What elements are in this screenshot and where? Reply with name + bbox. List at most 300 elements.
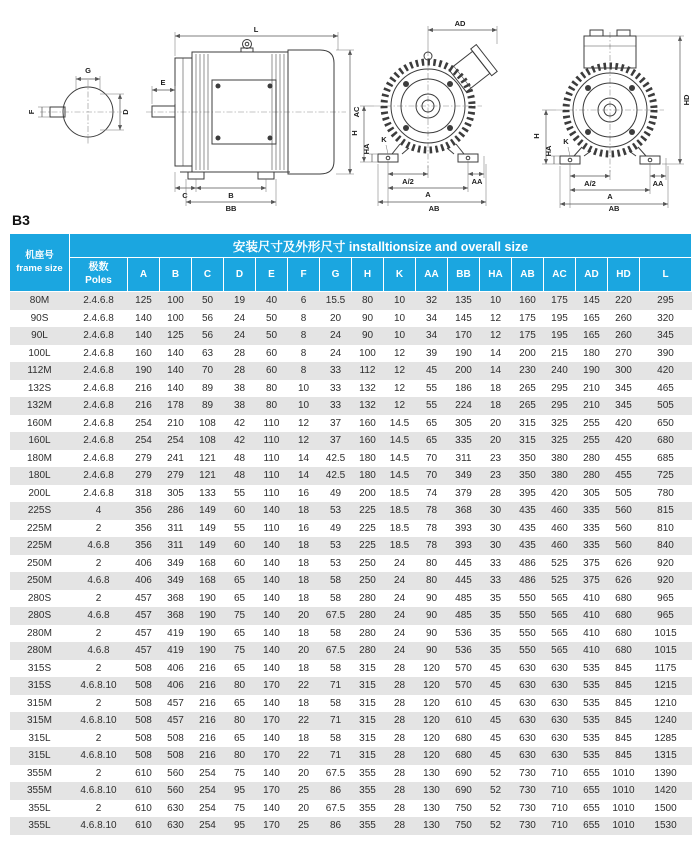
frame-size-cell: 250M [26,557,52,569]
dimension-cell: 225 [359,540,376,552]
dimension-cell: 610 [135,785,152,797]
dimension-cell: 175 [551,295,568,307]
dimension-cell: 58 [329,627,342,639]
dimension-cell: 170 [263,680,280,692]
dimension-cell: 24 [393,610,406,622]
poles-cell: 2 [95,767,102,779]
dimension-cell: 80 [265,400,278,412]
dimension-cell: 730 [519,785,536,797]
dimension-cell: 24 [393,645,406,657]
poles-cell: 4.6.8.10 [80,820,117,832]
dimension-cell: 655 [583,785,600,797]
dimension-cell: 508 [135,680,152,692]
dimension-cell: 60 [265,365,278,377]
dimension-cell: 180 [359,452,376,464]
dimension-cell: 45 [489,697,502,709]
dim-label-a-half: A/2 [402,177,414,186]
dimension-cell: 690 [455,785,472,797]
dimension-cell: 18.5 [389,487,410,499]
dimension-cell: 1175 [654,662,677,674]
dimension-cell: 508 [167,732,184,744]
dimension-cell: 6 [300,295,307,307]
dimension-cell: 12 [393,365,406,377]
dimension-cell: 78 [425,522,438,534]
dimension-cell: 74 [425,487,438,499]
dimension-cell: 457 [135,645,152,657]
dimension-cell: 48 [233,470,246,482]
frame-size-cell: 315M [26,697,52,709]
dimension-cell: 67.5 [325,610,346,622]
dimension-cell: 457 [135,610,152,622]
dimension-cell: 22 [297,715,310,727]
dimension-cell: 320 [657,312,674,324]
dimension-cell: 730 [519,767,536,779]
dimension-cell: 710 [551,785,568,797]
dimension-cell: 315 [359,715,376,727]
dimension-cell: 200 [455,365,472,377]
column-header-h: H [352,258,384,292]
dimension-cell: 24 [393,557,406,569]
dimension-cell: 254 [135,435,152,447]
dimension-cell: 132 [359,382,376,394]
dimension-cell: 535 [583,697,600,709]
dimension-cell: 50 [265,330,278,342]
poles-cell: 4.6.8.10 [80,680,117,692]
dimension-cell: 145 [583,295,600,307]
dimension-cell: 65 [425,417,438,429]
dimension-cell: 75 [233,802,246,814]
dimension-cell: 630 [519,750,536,762]
frame-size-cell: 280S [27,592,52,604]
dimension-cell: 435 [519,540,536,552]
dimension-cell: 380 [551,470,568,482]
dimension-cell: 28 [393,802,406,814]
dimension-cell: 845 [615,715,632,727]
table-row [10,712,692,730]
dimension-cell: 325 [551,417,568,429]
dimension-cell: 315 [359,750,376,762]
end-view-top-box-drawing [532,30,691,212]
dimension-cell: 355 [359,785,376,797]
dimension-cell: 165 [583,312,600,324]
table-row [10,310,692,328]
dimension-cell: 52 [489,802,502,814]
dimension-cell: 65 [233,575,246,587]
dimension-cell: 535 [583,732,600,744]
table-row [10,380,692,398]
dimension-cell: 650 [657,417,674,429]
table-row [10,485,692,503]
dimension-cell: 90 [361,312,374,324]
dimension-cell: 1210 [654,697,677,709]
dimension-cell: 32 [425,295,438,307]
table-row [10,467,692,485]
dim-header-row [10,258,692,292]
dimension-cell: 241 [167,452,184,464]
dimension-cell: 14 [489,365,502,377]
dimension-cell: 75 [233,767,246,779]
dimension-cell: 18.5 [389,505,410,517]
dimension-cell: 368 [167,610,184,622]
dimension-cell: 140 [263,610,280,622]
dimension-cell: 110 [263,470,280,482]
frame-size-cell: 132S [27,382,52,394]
dimension-cell: 1015 [654,627,677,639]
dimension-cell: 350 [519,470,536,482]
dimension-cell: 20 [489,435,502,447]
dimension-cell: 210 [583,382,600,394]
dimension-cell: 58 [329,732,342,744]
dimension-cell: 550 [519,610,536,622]
dimension-cell: 255 [583,417,600,429]
dimension-cell: 965 [657,592,674,604]
dimension-cell: 133 [199,487,216,499]
dimension-cell: 140 [263,767,280,779]
dimension-cell: 375 [583,557,600,569]
dimension-cell: 22 [297,680,310,692]
dimension-cell: 610 [135,820,152,832]
dimension-cell: 49 [329,487,342,499]
dimension-cell: 419 [167,627,184,639]
dimension-cell: 52 [489,767,502,779]
dimension-cell: 254 [167,435,184,447]
dimension-cell: 406 [167,662,184,674]
dimension-cell: 170 [263,750,280,762]
column-header-ad: AD [576,258,608,292]
dimension-cell: 16 [297,487,310,499]
dimension-cell: 286 [167,505,184,517]
dimension-cell: 80 [233,680,246,692]
frame-size-cell: 315L [28,732,51,744]
dim-label-d: D [121,109,130,115]
dimension-cell: 630 [519,697,536,709]
dimension-cell: 110 [263,452,280,464]
dimension-cell: 145 [455,312,472,324]
dimension-cell: 18 [297,540,310,552]
dimension-cell: 280 [583,452,600,464]
dimension-cell: 315 [519,435,536,447]
dimension-cell: 730 [519,802,536,814]
dimension-cell: 295 [657,295,674,307]
dimension-cell: 50 [265,312,278,324]
dimension-cell: 190 [199,645,216,657]
dimension-cell: 1285 [654,732,677,744]
dimension-cell: 315 [359,697,376,709]
dimension-cell: 125 [135,295,152,307]
dimension-cell: 90 [425,627,438,639]
column-header-e: E [256,258,288,292]
dimension-cell: 20 [297,610,310,622]
column-header-a: A [128,258,160,292]
dimension-cell: 42.5 [325,470,346,482]
dimension-cell: 65 [425,435,438,447]
dimension-cell: 406 [135,575,152,587]
poles-cell: 4.6.8 [87,610,110,622]
dim-label-bb: BB [225,204,237,212]
poles-cell: 4.6.8.10 [80,715,117,727]
dimension-cell: 130 [423,820,440,832]
dimension-cell: 55 [233,522,246,534]
dimension-cell: 28 [393,785,406,797]
dimension-cell: 49 [329,522,342,534]
dimension-cell: 140 [263,645,280,657]
dimension-cell: 420 [615,435,632,447]
dimension-cell: 216 [199,715,216,727]
poles-cell: 2.4.6.8 [83,330,114,342]
dimension-cell: 8 [300,365,307,377]
dimension-cell: 485 [455,610,472,622]
dimension-cell: 680 [657,435,674,447]
dimension-cell: 86 [329,820,342,832]
table-row [10,695,692,713]
dimension-cell: 1010 [612,802,635,814]
dimension-cell: 56 [201,330,214,342]
dim-label-ha2: HA [544,145,553,157]
frame-size-cell: 225M [26,540,52,552]
dimension-cell: 190 [199,627,216,639]
dimension-cell: 24 [233,330,246,342]
dimension-cell: 18 [489,400,502,412]
dimension-cell: 680 [615,592,632,604]
dimension-cell: 18 [297,505,310,517]
dimension-cell: 536 [455,627,472,639]
poles-header-en: Poles [85,274,112,286]
dimension-cell: 270 [615,347,632,359]
dimension-cell: 630 [519,732,536,744]
dimension-cell: 23 [489,452,502,464]
dimension-cell: 457 [135,592,152,604]
dimension-cell: 280 [359,610,376,622]
dimension-cell: 455 [615,470,632,482]
dimension-cell: 12 [297,417,310,429]
dimension-cell: 750 [455,820,472,832]
poles-cell: 2 [95,557,102,569]
poles-cell: 2.4.6.8 [83,365,114,377]
dimension-cell: 190 [135,365,152,377]
dimension-cell: 535 [583,715,600,727]
poles-cell: 2.4.6.8 [83,417,114,429]
dimension-cell: 315 [359,680,376,692]
table-row [10,327,692,345]
dimension-cell: 28 [393,715,406,727]
poles-cell: 2.4.6.8 [83,382,114,394]
dimension-cell: 18.5 [389,522,410,534]
dimension-cell: 67.5 [325,802,346,814]
dimension-cell: 35 [489,645,502,657]
dimension-cell: 508 [135,732,152,744]
dimension-cell: 71 [329,715,342,727]
dimension-cell: 140 [167,382,184,394]
dimension-cell: 160 [359,435,376,447]
dimension-cell: 33 [489,575,502,587]
dimension-cell: 120 [423,680,440,692]
dimension-cell: 630 [551,680,568,692]
dimension-cell: 90 [425,610,438,622]
dimension-cell: 38 [233,400,246,412]
dim-label-f: F [27,109,36,115]
dimension-cell: 550 [519,645,536,657]
table-row [10,800,692,818]
dimension-cell: 130 [423,785,440,797]
dimension-cell: 100 [359,347,376,359]
dimension-cell: 406 [135,557,152,569]
dimension-cell: 89 [201,400,214,412]
dimension-cell: 35 [489,610,502,622]
dimension-cell: 37 [329,435,342,447]
dimension-cell: 71 [329,680,342,692]
dimension-cell: 24 [393,627,406,639]
dimension-cell: 680 [615,627,632,639]
dimension-cell: 140 [263,575,280,587]
dimension-cell: 110 [263,435,280,447]
dimension-cell: 368 [167,592,184,604]
dimension-cell: 325 [551,435,568,447]
dimension-cell: 30 [489,505,502,517]
dimension-cell: 18 [489,382,502,394]
dimension-cell: 610 [135,802,152,814]
column-header-aa: AA [416,258,448,292]
dimension-cell: 120 [423,750,440,762]
dimension-cell: 195 [551,312,568,324]
dimension-cell: 420 [657,365,674,377]
dimension-cell: 24 [233,312,246,324]
dimension-cell: 420 [615,417,632,429]
dimension-cell: 508 [135,697,152,709]
dimension-cell: 410 [583,610,600,622]
table-row [10,520,692,538]
dimension-cell: 216 [199,697,216,709]
dimension-cell: 60 [233,540,246,552]
frame-size-cell: 80M [29,295,50,307]
dim-label-a2: A [607,192,613,201]
dimension-cell: 55 [425,400,438,412]
dimension-cell: 630 [551,715,568,727]
frame-size-cell: 112M [27,365,52,377]
dimension-cell: 345 [615,400,632,412]
dimension-cell: 455 [615,452,632,464]
dimension-cell: 216 [135,382,152,394]
dimension-cell: 457 [135,627,152,639]
frame-size-cell: 355L [28,820,51,832]
dimension-cell: 215 [551,347,568,359]
dimension-cell: 535 [583,750,600,762]
dimension-cell: 110 [263,522,280,534]
dimension-cell: 630 [167,802,184,814]
poles-cell: 2.4.6.8 [83,312,114,324]
dimension-cell: 560 [615,505,632,517]
dimension-cell: 12 [489,312,502,324]
dimension-cell: 845 [615,732,632,744]
dimension-cell: 240 [551,365,568,377]
dim-label-a: A [425,190,431,199]
dimension-cell: 42 [233,417,246,429]
dimension-cell: 279 [135,470,152,482]
dimension-cell: 630 [519,715,536,727]
dimension-cell: 160 [359,417,376,429]
dimension-cell: 170 [263,715,280,727]
dimension-cell: 630 [519,680,536,692]
dimension-cell: 626 [615,575,632,587]
dimension-cell: 355 [359,767,376,779]
dim-label-k2: K [563,137,569,146]
dimension-cell: 230 [519,365,536,377]
dimension-cell: 630 [551,750,568,762]
dim-label-g: G [85,66,91,75]
dimension-cell: 305 [167,487,184,499]
dimension-cell: 39 [425,347,438,359]
dimension-cell: 33 [329,365,342,377]
dimension-cell: 35 [489,592,502,604]
poles-cell: 4.6.8 [87,540,110,552]
dimension-cell: 78 [425,505,438,517]
dimension-cell: 18 [297,697,310,709]
dimension-cell: 311 [167,540,184,552]
dimension-cell: 50 [201,295,214,307]
poles-cell: 2 [95,592,102,604]
dimension-cell: 345 [615,382,632,394]
dimension-cell: 45 [489,715,502,727]
dimension-cell: 335 [583,505,600,517]
dimension-cell: 565 [551,610,568,622]
poles-header [70,258,128,292]
dimension-cell: 255 [583,435,600,447]
poles-cell: 2 [95,802,102,814]
dimension-cell: 10 [489,295,502,307]
dimension-cell: 508 [135,662,152,674]
table-row [10,502,692,520]
frame-size-cell: 250M [26,575,52,587]
dimension-cell: 356 [135,540,152,552]
dimension-cell: 565 [551,592,568,604]
dimension-cell: 121 [199,452,216,464]
dimension-cell: 140 [263,557,280,569]
dimension-cell: 65 [233,732,246,744]
dimension-cell: 28 [393,697,406,709]
frame-size-cell: 280M [26,645,52,657]
dimension-cell: 8 [300,330,307,342]
dimension-cell: 216 [135,400,152,412]
dimension-cell: 90 [425,592,438,604]
dimension-cell: 311 [455,452,472,464]
dimension-cell: 55 [233,487,246,499]
dimension-cell: 200 [359,487,376,499]
dimension-cell: 965 [657,610,674,622]
dimension-cell: 14 [489,347,502,359]
dimension-cell: 410 [583,645,600,657]
technical-drawings [0,6,700,212]
dimension-cell: 33 [329,400,342,412]
dimension-cell: 210 [583,400,600,412]
end-view-angled-box-drawing [350,19,497,212]
dimension-cell: 140 [263,540,280,552]
dimension-cell: 20 [297,645,310,657]
dimension-cell: 380 [551,452,568,464]
dimension-cell: 140 [263,662,280,674]
dimension-cell: 315 [519,417,536,429]
dimension-cell: 1240 [654,715,677,727]
dimension-cell: 610 [455,697,472,709]
dimension-cell: 216 [199,732,216,744]
dimension-cell: 655 [583,767,600,779]
dimension-cell: 80 [425,557,438,569]
dimension-cell: 140 [263,627,280,639]
dimension-cell: 52 [489,820,502,832]
dimension-cell: 508 [135,715,152,727]
dimension-cell: 149 [199,505,216,517]
dimension-cell: 435 [519,505,536,517]
motor-dimension-drawings [0,6,700,212]
frame-size-cell: 160L [28,435,51,447]
